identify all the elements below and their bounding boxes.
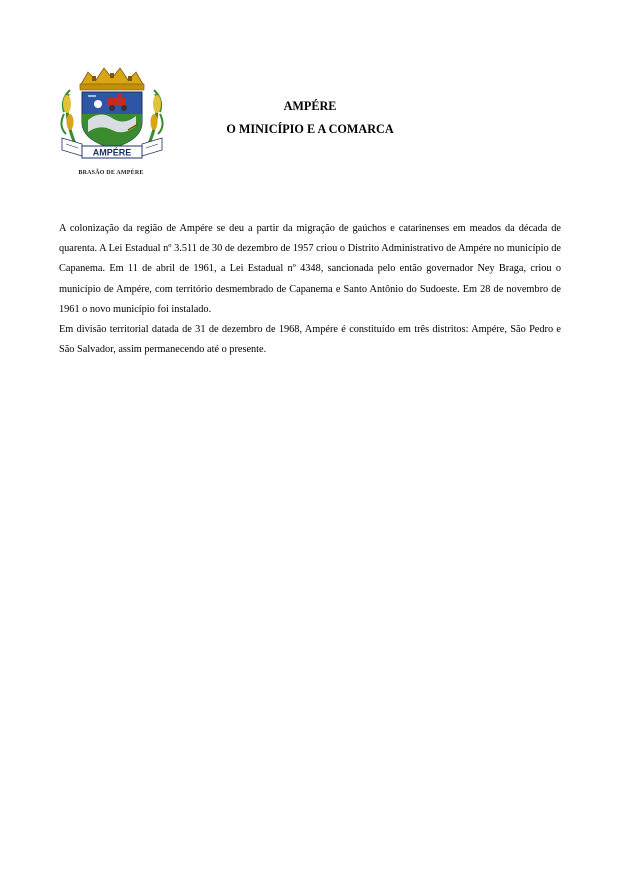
mural-crown-icon <box>80 68 144 90</box>
body-text <box>59 219 561 360</box>
title-block <box>150 95 470 141</box>
shield-icon <box>82 92 142 148</box>
paragraph: Em divisão territorial datada de 31 de dezembro de 1968, Ampére é constituído em três distritos: Ampére, São Pedro e São Salvador, assim permanecendo até o presente. <box>59 324 561 356</box>
page-subtitle: O MINICÍPIO E A COMARCA <box>226 122 394 136</box>
page-title: AMPÉRE <box>283 99 337 113</box>
left-sheaf-icon <box>61 90 76 146</box>
ribbon-text: AMPÉRE <box>92 147 132 158</box>
paragraph: A colonização da região de Ampére se deu a partir da migração de gaúchos e catarinenses em meados da década de quarenta. A Lei Estadual nº 3.511 de 30 de dezembro de 1957 criou o Distrito Administrativo de Ampére no município de Capanema. Em 11 de abril de 1961, a Lei Estadual nº 4348, sancionada pelo então governador Ney Braga, criou o município de Ampére, com território desmembrado de Capanema e Santo Antônio do Sudoeste. Em 28 de novembro de 1961 o novo município foi instalado. <box>59 223 561 315</box>
crest-caption: BRASÃO DE AMPÉRE <box>78 170 144 176</box>
